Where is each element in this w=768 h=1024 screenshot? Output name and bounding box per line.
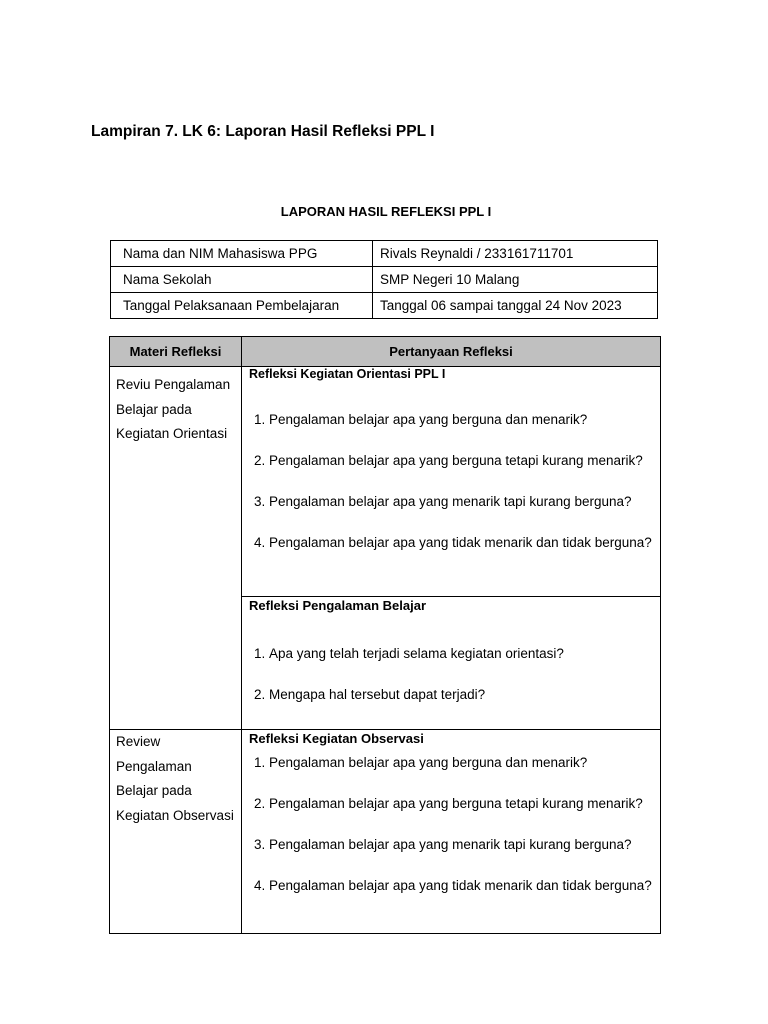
student-name-value: Rivals Reynaldi / 233161711701 [373,241,658,267]
materi-line: Belajar pada [116,401,192,417]
list-item: 1. Pengalaman belajar apa yang berguna dan menarik? [269,412,652,428]
date-label: Tanggal Pelaksanaan Pembelajaran [111,293,373,319]
table-row [111,241,658,267]
materi-line: Reviu Pengalaman [116,377,231,392]
materi-line: Belajar pada [116,783,192,798]
materi-line: Kegiatan Observasi [116,807,234,823]
materi-line: Pengalaman [116,758,192,774]
question-list [249,412,652,551]
list-item: 2. Pengalaman belajar apa yang berguna tetapi kurang menarik? [269,453,652,469]
questions-cell-pengalaman [242,597,661,730]
list-item: 1. Pengalaman belajar apa yang berguna dan menarik? [269,755,652,771]
questions-cell-orientasi [242,367,661,597]
list-item: 3. Pengalaman belajar apa yang menarik tapi kurang berguna? [269,494,652,510]
section-title: Refleksi Kegiatan Observasi [249,731,424,746]
question-list [249,646,652,703]
school-name-value: SMP Negeri 10 Malang [373,267,658,293]
list-item: 2. Pengalaman belajar apa yang berguna tetapi kurang menarik? [269,796,652,812]
table-row [110,730,661,934]
school-name-label: Nama Sekolah [111,267,373,293]
materi-line: Kegiatan Orientasi [116,426,228,441]
section-title: Refleksi Pengalaman Belajar [249,598,427,614]
list-item: 4. Pengalaman belajar apa yang tidak menarik dan tidak berguna? [269,535,652,551]
report-title: LAPORAN HASIL REFLEKSI PPL I [280,204,492,219]
date-value: Tanggal 06 sampai tanggal 24 Nov 2023 [373,293,658,319]
materi-line: Review [116,734,161,749]
materi-cell-observasi [110,730,242,934]
list-item: 2. Mengapa hal tersebut dapat terjadi? [269,687,652,703]
materi-cell-orientasi [110,367,242,730]
table-row [110,367,661,597]
list-item: 3. Pengalaman belajar apa yang menarik tapi kurang berguna? [269,837,652,853]
table-header-row [110,337,661,367]
reflection-table [109,336,661,934]
column-header-materi: Materi Refleksi [110,337,242,367]
section-title: Refleksi Kegiatan Orientasi PPL I [249,367,446,381]
questions-cell-observasi [242,730,661,934]
table-row [111,267,658,293]
list-item: 1. Apa yang telah terjadi selama kegiatan orientasi? [269,646,652,662]
question-list [249,755,652,894]
list-item: 4. Pengalaman belajar apa yang tidak menarik dan tidak berguna? [269,878,652,894]
table-row [111,293,658,319]
identity-table [110,240,658,319]
page-heading: Lampiran 7. LK 6: Laporan Hasil Refleksi PPL I [91,123,435,140]
student-name-label: Nama dan NIM Mahasiswa PPG [111,241,373,267]
column-header-pertanyaan: Pertanyaan Refleksi [242,337,661,367]
